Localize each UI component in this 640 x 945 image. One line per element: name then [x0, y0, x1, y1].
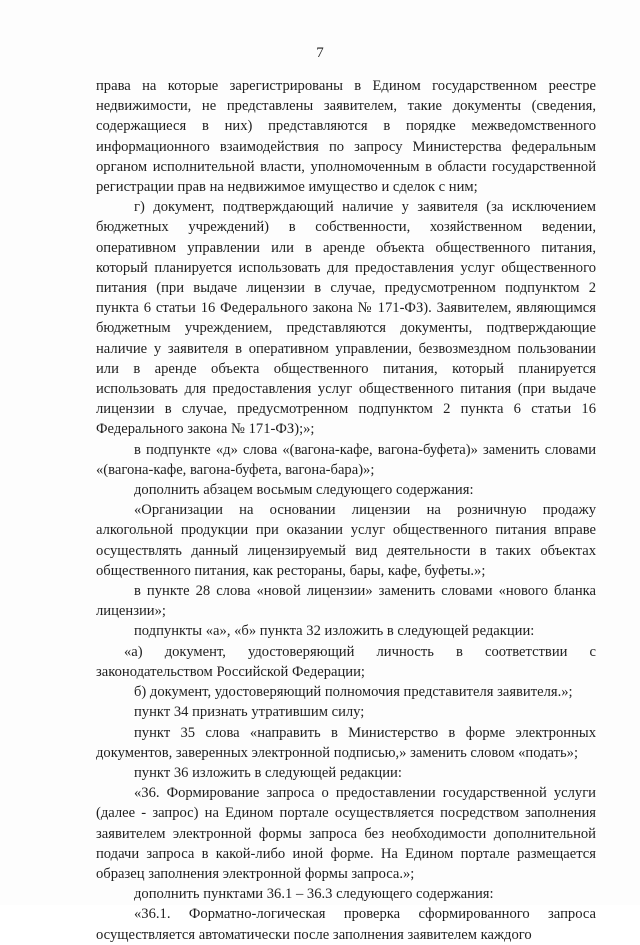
paragraph: г) документ, подтверждающий наличие у заявителя (за исключением бюджетных учреждений) в собственности, хозяйственном ведении, оперативном управлении или в аренде объекта общественного питания, который планируется использовать для предоставления услуг общественного питания (при выдаче лицензии в случае, предусмотренном подпунктом 2 пункта 6 статьи 16 Федерального закона № 171-ФЗ). Заявителем, являющимся бюджетным учреждением, представляются документы, подтверждающие наличие у заявителя в оперативном управлении, безвозмездном пользовании или в аренде объекта общественного питания, который планируется использовать для предоставления услуг общественного питания (при выдаче лицензии в случае, предусмотренном подпунктом 2 пункта 6 статьи 16 Федерального закона № 171-ФЗ);»; [96, 199, 596, 438]
paragraph: б) документ, удостоверяющий полномочия представителя заявителя.»; [134, 684, 573, 701]
paragraph: в подпункте «д» слова «(вагона-кафе, вагона-буфета)» заменить словами «(вагона-кафе, вагона-буфета, вагона-бара)»; [96, 441, 596, 478]
paragraph: в пункте 28 слова «новой лицензии» заменить словами «нового бланка лицензии»; [96, 583, 596, 620]
paragraph: пункт 35 слова «направить в Министерство в форме электронных документов, заверенных электронной подписью,» заменить словом «подать»; [96, 724, 596, 761]
paragraph: «36.1. Форматно-логическая проверка сформированного запроса осуществляется автоматически после заполнения заявителем каждого [96, 906, 596, 943]
paragraph: пункт 34 признать утратившим силу; [134, 704, 365, 721]
paragraph: пункт 36 изложить в следующей редакции: [134, 764, 402, 781]
paragraph: «а) документ, удостоверяющий личность в соответствии с законодательством Российской Федерации; [96, 643, 596, 680]
paragraph: дополнить абзацем восьмым следующего содержания: [134, 482, 474, 499]
paragraph: дополнить пунктами 36.1 – 36.3 следующего содержания: [134, 886, 494, 903]
paragraph: права на которые зарегистрированы в Едином государственном реестре недвижимости, не представлены заявителем, такие документы (сведения, содержащиеся в них) представляются в порядке межведомственного информационного взаимодействия по запросу Министерства федеральным органом исполнительной власти, уполномоченным в области государственной регистрации прав на недвижимое имущество и сделок с ним; [96, 78, 596, 196]
paragraph: «36. Формирование запроса о предоставлении государственной услуги (далее - запрос) на Едином портале осуществляется посредством заполнения заявителем электронной формы запроса без необходимости дополнительной подачи запроса в какой-либо иной форме. На Едином портале размещается образец заполнения электронной формы запроса.»; [96, 785, 596, 882]
paragraph: подпункты «а», «б» пункта 32 изложить в следующей редакции: [134, 623, 535, 640]
paragraph: «Организации на основании лицензии на розничную продажу алкогольной продукции при оказании услуг общественного питания вправе осуществлять данный лицензируемый вид деятельности в таких объектах общественного питания, как рестораны, бары, кафе, буфеты.»; [96, 502, 596, 579]
document-body [96, 76, 596, 945]
page-number: 7 [316, 45, 324, 61]
